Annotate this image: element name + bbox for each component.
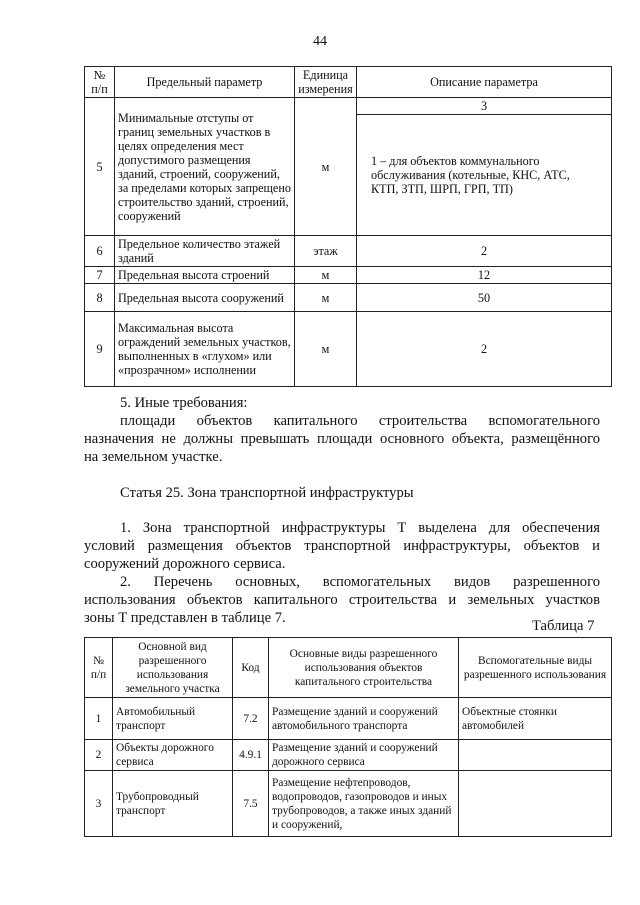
header-desc: Описание параметра xyxy=(357,67,612,98)
row-desc: 1 – для объектов коммунального обслуживания (котельные, КНС, АТС, КТП, ЗТП, ШРП, ГРП, ТП) xyxy=(357,115,612,236)
row-unit: м xyxy=(295,312,357,387)
table-header-row xyxy=(85,67,612,98)
table-row xyxy=(85,284,612,312)
paragraph-line: условий размещения объектов транспортной инфраструктуры, объектов и xyxy=(84,538,600,554)
row-type: Объекты дорожного сервиса xyxy=(113,740,233,771)
paragraph-line: 2. Перечень основных, вспомогательных видов разрешенного xyxy=(120,574,600,590)
row-type: Автомобильный транспорт xyxy=(113,698,233,740)
table-row xyxy=(85,236,612,267)
other-requirements-line: назначения не должны превышать площади основного объекта, размещённого xyxy=(84,431,600,447)
row-unit: м xyxy=(295,284,357,312)
row-desc: 3 xyxy=(357,98,612,115)
table-row xyxy=(85,698,612,740)
row-num: 9 xyxy=(85,312,115,387)
other-requirements-title: 5. Иные требования: xyxy=(120,395,248,411)
row-num: 3 xyxy=(85,771,113,837)
other-requirements-line: площади объектов капитального строительства вспомогательного xyxy=(120,413,600,429)
header-type: Основной вид разрешенного использования земельного участка xyxy=(113,638,233,698)
row-unit: м xyxy=(295,98,357,236)
paragraph-line: сооружений дорожного сервиса. xyxy=(84,556,286,572)
row-desc: 50 xyxy=(357,284,612,312)
row-num: 8 xyxy=(85,284,115,312)
article-heading: Статья 25. Зона транспортной инфраструктуры xyxy=(120,485,414,501)
table-row xyxy=(85,267,612,284)
header-main: Основные виды разрешенного использования объектов капитального строительства xyxy=(269,638,459,698)
header-aux: Вспомогательные виды разрешенного использования xyxy=(459,638,612,698)
paragraph-line: зоны Т представлен в таблице 7. xyxy=(84,610,286,626)
row-param: Минимальные отступы от границ земельных участков в целях определения мест допустимого размещения зданий, строений, сооружений, за пределами которых запрещено строительство зданий, строений, сооружений xyxy=(115,98,295,236)
table-header-row xyxy=(85,638,612,698)
row-aux xyxy=(459,740,612,771)
header-num: № п/п xyxy=(85,67,115,98)
header-unit: Единица измерения xyxy=(295,67,357,98)
other-requirements-line: на земельном участке. xyxy=(84,449,223,465)
paragraph-line: 1. Зона транспортной инфраструктуры Т выделена для обеспечения xyxy=(120,520,600,536)
row-num: 2 xyxy=(85,740,113,771)
row-code: 7.5 xyxy=(233,771,269,837)
row-type: Трубопроводный транспорт xyxy=(113,771,233,837)
row-num: 6 xyxy=(85,236,115,267)
row-main: Размещение нефтепроводов, водопроводов, газопроводов и иных трубопроводов, а также иных зданий и сооружений, xyxy=(269,771,459,837)
row-param: Предельная высота строений xyxy=(115,267,295,284)
table-row xyxy=(85,740,612,771)
row-num: 7 xyxy=(85,267,115,284)
parameters-table xyxy=(84,66,612,387)
row-aux xyxy=(459,771,612,837)
table-caption: Таблица 7 xyxy=(532,618,595,634)
row-num: 5 xyxy=(85,98,115,236)
row-code: 7.2 xyxy=(233,698,269,740)
table-row xyxy=(85,312,612,387)
row-unit: этаж xyxy=(295,236,357,267)
row-param: Предельное количество этажей зданий xyxy=(115,236,295,267)
table-row xyxy=(85,771,612,837)
land-use-table xyxy=(84,637,612,837)
row-main: Размещение зданий и сооружений автомобильного транспорта xyxy=(269,698,459,740)
row-unit: м xyxy=(295,267,357,284)
header-num: № п/п xyxy=(85,638,113,698)
row-param: Максимальная высота ограждений земельных участков, выполненных в «глухом» или «прозрачном» исполнении xyxy=(115,312,295,387)
row-param: Предельная высота сооружений xyxy=(115,284,295,312)
header-param: Предельный параметр xyxy=(115,67,295,98)
row-code: 4.9.1 xyxy=(233,740,269,771)
row-main: Размещение зданий и сооружений дорожного сервиса xyxy=(269,740,459,771)
paragraph-line: использования объектов капитального строительства и земельных участков xyxy=(84,592,600,608)
table-row xyxy=(85,98,612,115)
row-desc: 2 xyxy=(357,312,612,387)
page-number: 44 xyxy=(313,34,327,49)
row-desc: 12 xyxy=(357,267,612,284)
row-desc: 2 xyxy=(357,236,612,267)
row-aux: Объектные стоянки автомобилей xyxy=(459,698,612,740)
row-num: 1 xyxy=(85,698,113,740)
header-code: Код xyxy=(233,638,269,698)
